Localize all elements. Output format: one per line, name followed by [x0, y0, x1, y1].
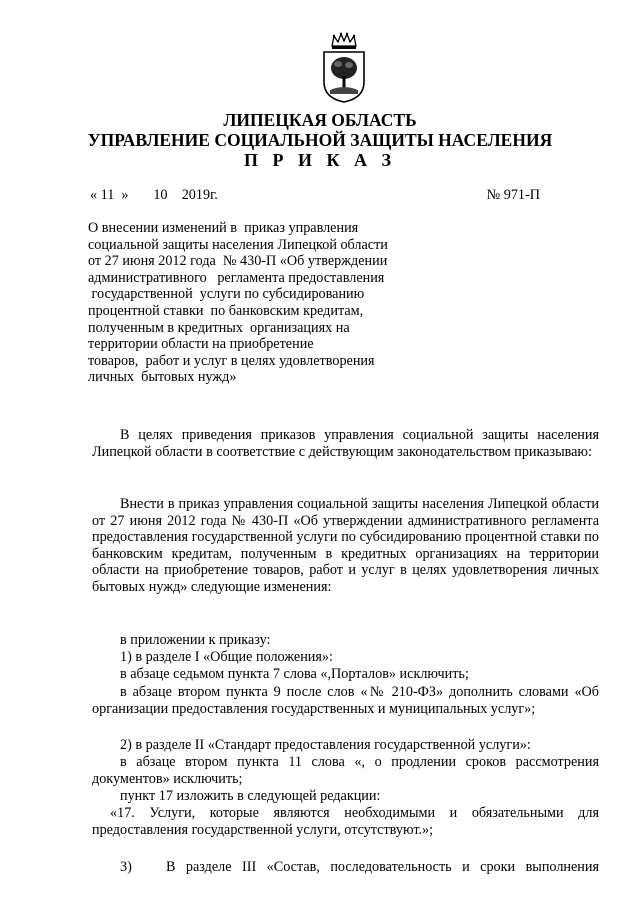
date-line [90, 187, 540, 204]
subject-line: территории области на приобретение [88, 336, 314, 353]
subject-line: О внесении изменений в приказ управления [88, 220, 359, 236]
section-1-change-b: в абзаце втором пункта 9 после слов «№ 210-ФЗ» дополнить словами «Об организации предоставления государственных и муниципальных услуг»; [92, 684, 599, 717]
date-year: 2019г. [181, 187, 218, 203]
department-title: УПРАВЛЕНИЕ СОЦИАЛЬНОЙ ЗАЩИТЫ НАСЕЛЕНИЯ [87, 130, 553, 150]
subject-line: государственной услуги по субсидированию [88, 286, 365, 303]
clause-17-text: «17. Услуги, которые являются необходимыми и обязательными для предоставления государственной услуги, отсутствуют.»; [92, 805, 599, 838]
section-2-change-a: в абзаце втором пункта 11 слова «, о продлении сроков рассмотрения документов» исключить; [92, 754, 599, 787]
section-2-item: 2) в разделе II «Стандарт предоставления государственной услуги»: [120, 737, 531, 753]
preamble-paragraph: В целях приведения приказов управления социальной защиты населения Липецкой области в соответствие с действующим законодательством приказываю: [92, 427, 599, 460]
order-subject [88, 220, 428, 386]
amendment-intro: в приложении к приказу: [120, 632, 271, 648]
section-1-change-a: в абзаце седьмом пункта 7 слова «,Порталов» исключить; [120, 666, 469, 682]
subject-line: социальной защиты населения Липецкой области [88, 236, 388, 253]
coat-of-arms-icon [318, 32, 370, 104]
document-type-title: П Р И К А З [243, 150, 397, 170]
date-month: 10 [153, 187, 168, 203]
section-2-change-b: пункт 17 изложить в следующей редакции: [120, 788, 381, 804]
subject-line: от 27 июня 2012 года № 430-П «Об утверждении [88, 253, 388, 270]
subject-line: процентной ставки по банковским кредитам, [88, 302, 364, 319]
subject-line: административного регламента предоставления [88, 269, 385, 286]
subject-line: полученным в кредитных организациях на [88, 319, 350, 336]
subject-line: товаров, работ и услуг в целях удовлетворения [88, 352, 375, 369]
main-paragraph: Внести в приказ управления социальной защиты населения Липецкой области от 27 июня 2012 года № 430-П «Об утверждении административного регламента предоставления государственной услуги по субсидированию процентной ставки по банковским кредитам, полученным в кредитных организациях на территории области на приобретение товаров, работ и услуг в целях удовлетворения личных бытовых нужд» следующие изменения: [92, 496, 599, 595]
order-number: № 971-П [486, 187, 540, 203]
section-3-item: В разделе III «Состав, последовательность и сроки выполнения [166, 859, 599, 875]
date-day: « 11 » [90, 187, 129, 203]
section-3-number: 3) [120, 859, 132, 875]
section-1-item: 1) в разделе I «Общие положения»: [120, 649, 333, 665]
subject-line: личных бытовых нужд» [88, 369, 237, 386]
region-title: ЛИПЕЦКАЯ ОБЛАСТЬ [223, 110, 417, 130]
